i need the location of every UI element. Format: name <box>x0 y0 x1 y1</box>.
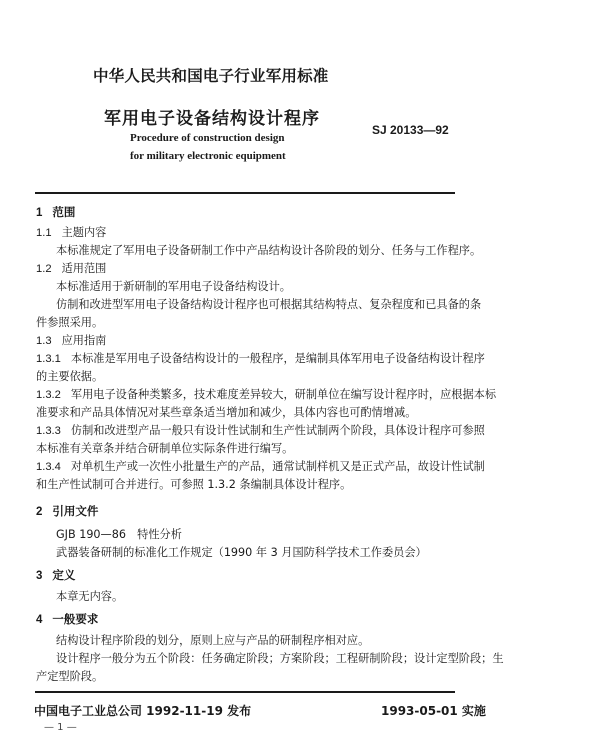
section-4-heading <box>36 610 98 629</box>
clause-number: 1.3 <box>36 335 52 347</box>
clause-1-2-text2-line2: 件参照采用。 <box>36 316 104 329</box>
section-number: 2 <box>36 506 43 518</box>
clause-text: 对单机生产或一次性小批量生产的产品，通常试制样机又是正式产品，故设计性试制 <box>70 460 485 473</box>
reference-2: 武器装备研制的标准化工作规定（1990 年 3 月国防科学技术工作委员会） <box>56 546 427 559</box>
clause-1-1-heading <box>36 224 106 242</box>
clause-text: 本标准是军用电子设备结构设计的一般程序，是编制具体军用电子设备结构设计程序 <box>70 352 485 365</box>
clause-1-3-1-line1 <box>36 350 485 368</box>
section-number: 1 <box>36 207 43 219</box>
clause-number: 1.3.1 <box>36 353 61 365</box>
section-title: 引用文件 <box>52 504 99 518</box>
clause-1-2-text2-line1: 仿制和改进型军用电子设备结构设计程序也可根据其结构特点、复杂程度和已具备的条 <box>56 298 482 311</box>
clause-title: 适用范围 <box>61 262 107 275</box>
document-title-cn: 军用电子设备结构设计程序 <box>104 109 320 129</box>
clause-number: 1.2 <box>36 263 52 275</box>
clause-1-3-2-line2: 准要求和产品具体情况对某些章条适当增加和减少，具体内容也可酌情增减。 <box>36 406 417 419</box>
clause-number: 1.3.3 <box>36 425 61 437</box>
section-4-text2-line1: 设计程序一般分为五个阶段：任务确定阶段；方案阶段；工程研制阶段；设计定型阶段；生 <box>56 652 504 665</box>
reference-1: GJB 190—86 特性分析 <box>56 528 182 541</box>
clause-number: 1.3.4 <box>36 461 61 473</box>
standard-code: SJ 20133—92 <box>372 123 449 137</box>
clause-number: 1.1 <box>36 227 52 239</box>
section-number: 4 <box>36 614 43 626</box>
clause-1-3-1-line2: 的主要依据。 <box>36 370 104 383</box>
section-2-heading <box>36 502 98 521</box>
clause-1-3-3-line1 <box>36 422 485 440</box>
section-1-heading <box>36 203 75 222</box>
clause-1-2-text1: 本标准适用于新研制的军用电子设备结构设计。 <box>56 280 291 293</box>
clause-number: 1.3.2 <box>36 389 61 401</box>
issue-info: 中国电子工业总公司 1992-11-19 发布 <box>34 704 252 718</box>
section-title: 范围 <box>52 205 76 219</box>
section-title: 定义 <box>52 568 76 582</box>
clause-1-3-3-line2: 本标准有关章条并结合研制单位实际条件进行编写。 <box>36 442 294 455</box>
section-number: 3 <box>36 570 43 582</box>
clause-1-3-2-line1 <box>36 386 496 404</box>
clause-1-1-text: 本标准规定了军用电子设备研制工作中产品结构设计各阶段的划分、任务与工作程序。 <box>56 244 482 257</box>
clause-1-3-4-line1 <box>36 458 485 476</box>
clause-text: 仿制和改进型产品一般只有设计性试制和生产性试制两个阶段，具体设计程序可参照 <box>70 424 485 437</box>
section-3-text: 本章无内容。 <box>56 590 124 603</box>
header-divider <box>35 192 455 194</box>
document-title-en-line1: Procedure of construction design <box>130 132 285 144</box>
clause-title: 主题内容 <box>61 226 107 239</box>
footer-divider <box>35 691 455 693</box>
page-number: — 1 — <box>44 722 77 733</box>
organization-standard-label: 中华人民共和国电子行业军用标准 <box>93 67 329 85</box>
clause-1-2-heading <box>36 260 106 278</box>
clause-1-3-4-line2: 和生产性试制可合并进行。可参照 1.3.2 条编制具体设计程序。 <box>36 478 352 491</box>
clause-title: 应用指南 <box>61 334 107 347</box>
clause-text: 军用电子设备种类繁多，技术难度差异较大，研制单位在编写设计程序时，应根据本标 <box>70 388 497 401</box>
section-4-text1: 结构设计程序阶段的划分，原则上应与产品的研制程序相对应。 <box>56 634 370 647</box>
section-title: 一般要求 <box>52 612 99 626</box>
section-3-heading <box>36 566 75 585</box>
clause-1-3-heading <box>36 332 106 350</box>
section-4-text2-line2: 产定型阶段。 <box>36 670 104 683</box>
document-title-en-line2: for military electronic equipment <box>130 150 286 162</box>
effective-date: 1993-05-01 实施 <box>381 704 486 718</box>
